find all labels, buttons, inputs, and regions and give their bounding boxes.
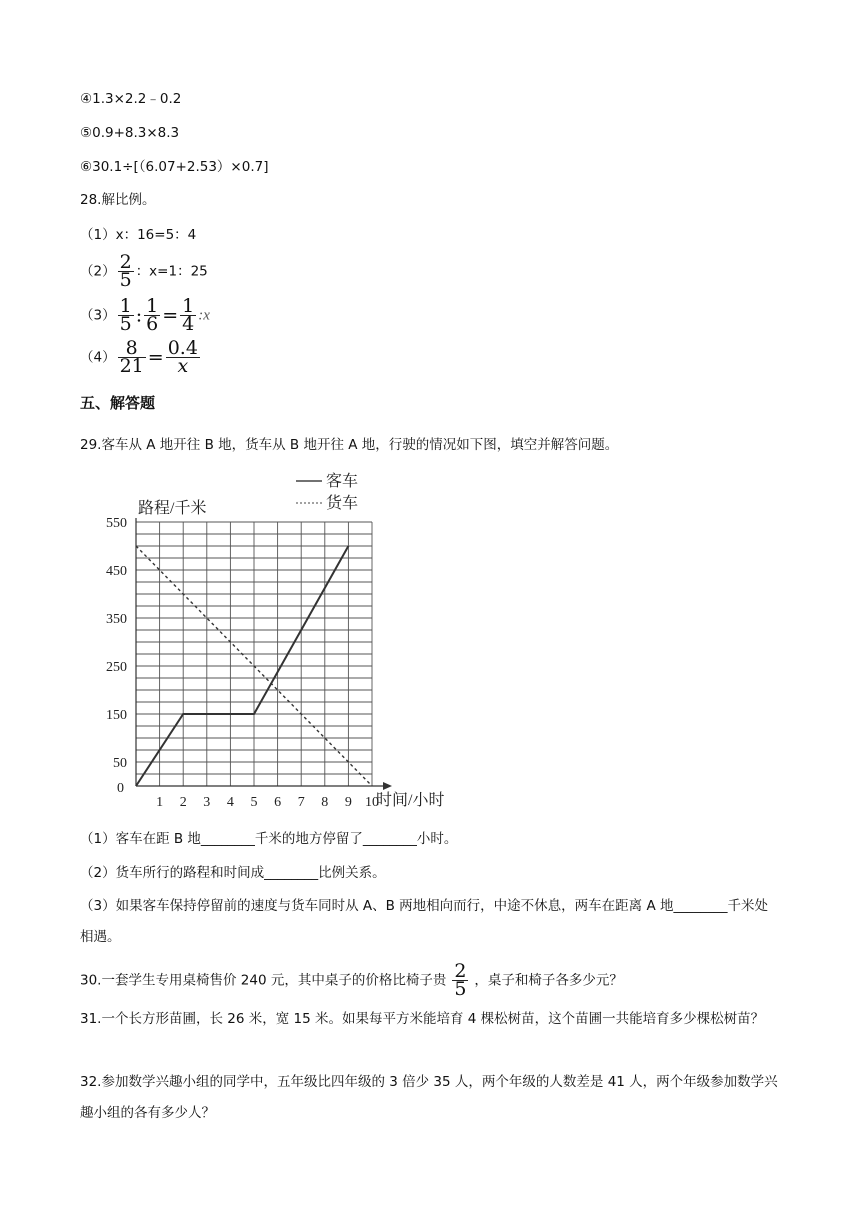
colon-symbol: : bbox=[135, 304, 143, 327]
chart-legend bbox=[296, 472, 358, 512]
y-tick-label: 50 bbox=[113, 756, 127, 771]
y-tick-label: 450 bbox=[106, 564, 127, 579]
q29-part2: （2）货车所行的路程和时间成________比例关系。 bbox=[80, 865, 386, 881]
fraction-denominator: 4 bbox=[182, 313, 195, 335]
q30-text bbox=[80, 960, 623, 1000]
fraction-numerator: 2 bbox=[454, 960, 467, 982]
distance-time-chart bbox=[100, 472, 480, 812]
fraction-numerator: 2 bbox=[119, 251, 132, 273]
fraction-numerator: 8 bbox=[118, 340, 146, 358]
x-axis-label: 时间/小时 bbox=[376, 792, 445, 809]
chart-grid bbox=[136, 522, 372, 786]
fraction-numerator: 1 bbox=[182, 295, 195, 317]
x-tick-label: 8 bbox=[321, 795, 329, 810]
x-tick-label: 2 bbox=[179, 795, 187, 810]
expr-4: ④1.3×2.2﹣0.2 bbox=[80, 91, 182, 107]
legend-label: 货车 bbox=[326, 495, 359, 512]
q31-text: 31.一个长方形苗圃，长 26 米，宽 15 米。如果每平方米能培育 4 棵松树苗，这个苗圃一共能培育多少棵松树苗？ bbox=[80, 1011, 765, 1027]
variable-x: x bbox=[203, 307, 210, 324]
x-tick-label: 7 bbox=[297, 795, 305, 810]
fraction-numerator: 1 bbox=[119, 295, 132, 317]
q30-suffix: ，桌子和椅子各多少元？ bbox=[474, 972, 623, 989]
q28-part1: （1）x：16=5：4 bbox=[80, 227, 197, 243]
q28-part2 bbox=[80, 251, 208, 291]
y-tick-label: 250 bbox=[106, 660, 127, 675]
x-tick-label: 4 bbox=[226, 795, 234, 810]
q32-text: 32.参加数学兴趣小组的同学中，五年级比四年级的 3 倍少 35 人，两个年级的人数差是 41 人，两个年级参加数学兴趣小组的各有多少人？ bbox=[80, 1074, 778, 1121]
fraction-numerator: 0.4 bbox=[167, 337, 198, 359]
colon-symbol: : bbox=[198, 307, 204, 324]
equals-symbol: = bbox=[147, 346, 164, 369]
fraction-denominator: 5 bbox=[119, 269, 132, 291]
q28-part4 bbox=[80, 337, 202, 377]
y-tick-label: 150 bbox=[106, 708, 127, 723]
x-tick-label: 5 bbox=[250, 795, 258, 810]
legend-label: 客车 bbox=[326, 473, 359, 490]
q28-part2-prefix: （2） bbox=[80, 263, 116, 280]
expr-6: ⑥30.1÷[（6.07+2.53）×0.7] bbox=[80, 159, 269, 175]
q28-part4-prefix: （4） bbox=[80, 349, 116, 366]
section-title: 五、解答题 bbox=[80, 394, 156, 412]
y-tick-label: 550 bbox=[106, 516, 127, 531]
fraction bbox=[118, 251, 134, 291]
fraction-denominator: 6 bbox=[146, 313, 159, 335]
x-tick-label: 1 bbox=[156, 795, 164, 810]
x-tick-label: 3 bbox=[203, 795, 211, 810]
q30-prefix: 30.一套学生专用桌椅售价 240 元，其中桌子的价格比椅子贵 bbox=[80, 972, 447, 989]
q28-part3 bbox=[80, 295, 210, 335]
fraction-numerator: 1 bbox=[146, 295, 159, 317]
q28-title: 28.解比例。 bbox=[80, 192, 156, 208]
expr-5: ⑤0.9+8.3×8.3 bbox=[80, 125, 180, 141]
q29-text: 29.客车从 A 地开往 B 地，货车从 B 地开往 A 地，行驶的情况如下图，填空并解答问题。 bbox=[80, 437, 619, 453]
fraction bbox=[166, 337, 200, 377]
fraction bbox=[452, 960, 468, 1000]
fraction-denominator: 21 bbox=[119, 355, 144, 377]
fraction bbox=[180, 295, 196, 335]
x-tick-label: 6 bbox=[274, 795, 282, 810]
q28-part3-prefix: （3） bbox=[80, 307, 116, 324]
equals-symbol: = bbox=[162, 304, 179, 327]
fraction-denominator: 5 bbox=[454, 978, 467, 1000]
fraction-denominator: 5 bbox=[119, 313, 132, 335]
x-tick-label: 10 bbox=[365, 795, 379, 810]
q28-part2-suffix: ：x=1：25 bbox=[135, 263, 208, 280]
fraction bbox=[118, 337, 146, 377]
y-tick-label: 350 bbox=[106, 612, 127, 627]
x-axis-arrow-icon bbox=[383, 782, 392, 790]
origin-label: 0 bbox=[117, 781, 124, 796]
fraction bbox=[144, 295, 160, 335]
fraction-denominator: x bbox=[177, 355, 189, 377]
q29-part3: （3）如果客车保持停留前的速度与货车同时从 A、B 两地相向而行，中途不休息，两车在距离 A 地________千米处相遇。 bbox=[80, 898, 768, 945]
x-tick-label: 9 bbox=[344, 795, 352, 810]
q29-part1: （1）客车在距 B 地________千米的地方停留了________小时。 bbox=[80, 831, 458, 847]
chart-ticks bbox=[106, 516, 379, 810]
fraction bbox=[118, 295, 134, 335]
y-axis-label: 路程/千米 bbox=[138, 500, 207, 517]
